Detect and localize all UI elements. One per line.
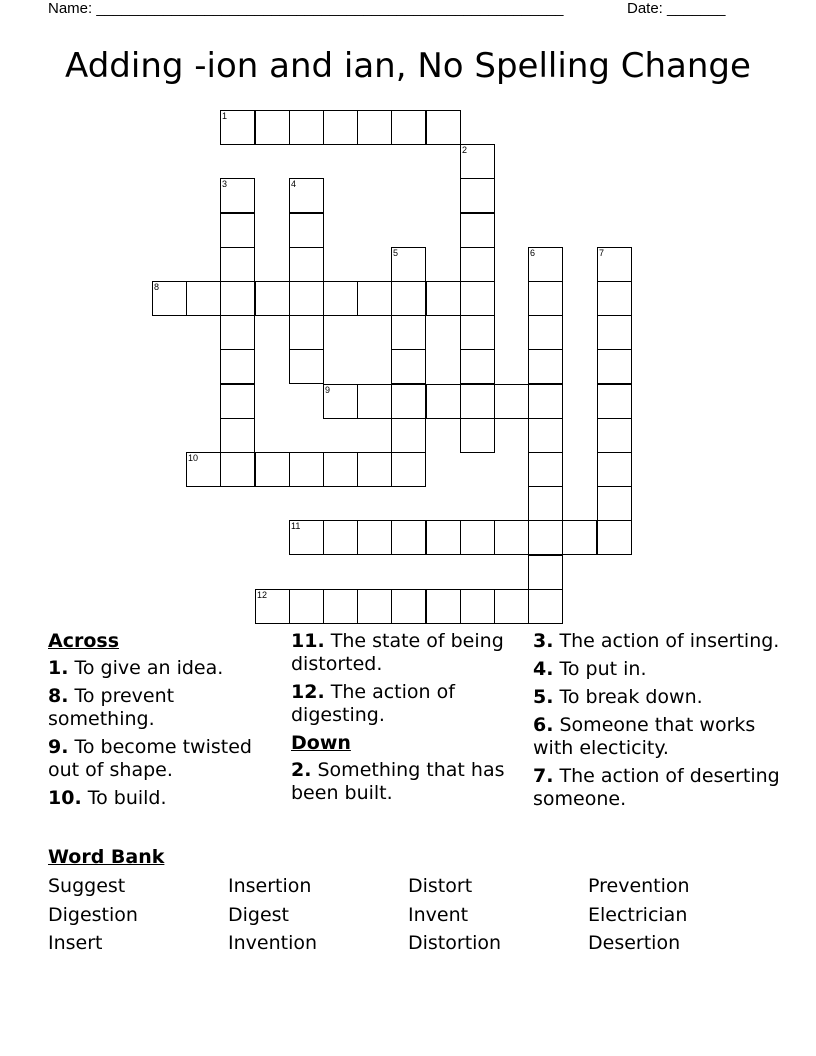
crossword-cell[interactable] (220, 178, 255, 213)
crossword-cell[interactable] (220, 384, 255, 419)
crossword-cell[interactable] (460, 247, 495, 282)
crossword-cell[interactable] (289, 281, 324, 316)
crossword-cell[interactable] (220, 315, 255, 350)
clue-text: To become twisted out of shape. (48, 736, 252, 781)
clue-number: 12. (291, 681, 325, 703)
name-field-label: Name: ________________________________________________________ (48, 0, 564, 17)
crossword-cell[interactable] (323, 110, 358, 145)
crossword-cell[interactable] (357, 589, 392, 624)
crossword-cell[interactable] (494, 520, 529, 555)
crossword-cell[interactable] (528, 247, 563, 282)
word-bank-title: Word Bank (48, 846, 165, 868)
crossword-cell[interactable] (597, 247, 632, 282)
crossword-cell[interactable] (460, 213, 495, 248)
down-heading: Down (291, 732, 351, 754)
clues-column-1 (48, 630, 278, 815)
crossword-cell[interactable] (597, 520, 632, 555)
word-bank-item: Distort (408, 875, 473, 897)
crossword-cell[interactable] (597, 349, 632, 384)
crossword-cell[interactable] (289, 520, 324, 555)
crossword-cell[interactable] (426, 281, 461, 316)
clue-text: The action of deserting someone. (533, 765, 780, 810)
word-bank-item: Prevention (588, 875, 690, 897)
word-bank-item: Electrician (588, 904, 688, 926)
down-clue-3 (533, 630, 793, 653)
clue-number-label: 9 (325, 385, 331, 395)
word-bank-item: Distortion (408, 932, 502, 954)
clue-number-label: 11 (291, 521, 301, 531)
crossword-cell[interactable] (460, 144, 495, 179)
crossword-cell[interactable] (460, 520, 495, 555)
crossword-cell[interactable] (323, 520, 358, 555)
down-clue-5 (533, 686, 793, 709)
crossword-cell[interactable] (528, 315, 563, 350)
clue-number: 9. (48, 736, 69, 758)
clue-text: Someone that works with electicity. (533, 714, 756, 759)
crossword-cell[interactable] (460, 349, 495, 384)
clue-number-label: 5 (393, 248, 399, 258)
crossword-cell[interactable] (323, 281, 358, 316)
clue-number: 10. (48, 787, 82, 809)
crossword-cell[interactable] (460, 315, 495, 350)
crossword-cell[interactable] (289, 452, 324, 487)
clue-number: 2. (291, 759, 312, 781)
crossword-cell[interactable] (289, 589, 324, 624)
crossword-cell[interactable] (255, 589, 290, 624)
clue-number: 8. (48, 685, 69, 707)
crossword-cell[interactable] (528, 384, 563, 419)
crossword-cell[interactable] (357, 110, 392, 145)
crossword-cell[interactable] (220, 349, 255, 384)
clue-number-label: 8 (154, 282, 160, 292)
clue-number: 7. (533, 765, 554, 787)
crossword-cell[interactable] (597, 418, 632, 453)
crossword-cell[interactable] (289, 213, 324, 248)
crossword-cell[interactable] (289, 247, 324, 282)
crossword-cell[interactable] (460, 178, 495, 213)
down-clue-2 (291, 759, 516, 805)
crossword-cell[interactable] (220, 110, 255, 145)
clue-text: To put in. (559, 658, 647, 680)
clue-text: To give an idea. (74, 657, 224, 679)
crossword-cell[interactable] (562, 520, 597, 555)
crossword-cell[interactable] (426, 384, 461, 419)
clue-number-label: 2 (462, 145, 468, 155)
clue-text: Something that has been built. (291, 759, 505, 804)
crossword-cell[interactable] (323, 589, 358, 624)
crossword-cell[interactable] (323, 384, 358, 419)
clues-column-2 (291, 630, 516, 810)
word-bank-item: Desertion (588, 932, 681, 954)
crossword-cell[interactable] (357, 520, 392, 555)
clue-number: 3. (533, 630, 554, 652)
word-bank-item: Insertion (228, 875, 312, 897)
crossword-cell[interactable] (289, 178, 324, 213)
crossword-cell[interactable] (186, 452, 221, 487)
clue-number-label: 3 (222, 179, 228, 189)
clue-text: To prevent something. (48, 685, 175, 730)
across-clue-9 (48, 736, 278, 782)
clue-number-label: 7 (599, 248, 605, 258)
clue-number: 5. (533, 686, 554, 708)
across-heading: Across (48, 630, 120, 652)
crossword-cell[interactable] (391, 349, 426, 384)
crossword-cell[interactable] (460, 384, 495, 419)
crossword-cell[interactable] (220, 213, 255, 248)
crossword-cell[interactable] (220, 281, 255, 316)
clue-text: To break down. (559, 686, 703, 708)
across-clue-10 (48, 787, 278, 810)
crossword-cell[interactable] (391, 384, 426, 419)
clue-number-label: 10 (188, 453, 199, 463)
page-title: Adding -ion and ian, No Spelling Change (65, 46, 751, 86)
crossword-cell[interactable] (494, 384, 529, 419)
crossword-cell[interactable] (528, 486, 563, 521)
crossword-cell[interactable] (597, 486, 632, 521)
clue-text: To build. (87, 787, 167, 809)
crossword-cell[interactable] (528, 589, 563, 624)
word-bank-item: Digest (228, 904, 290, 926)
crossword-cell[interactable] (597, 281, 632, 316)
clues-column-3 (533, 630, 793, 816)
crossword-cell[interactable] (391, 452, 426, 487)
crossword-cell[interactable] (357, 452, 392, 487)
crossword-cell[interactable] (323, 452, 358, 487)
crossword-cell[interactable] (426, 589, 461, 624)
crossword-cell[interactable] (255, 281, 290, 316)
word-bank-item: Insert (48, 932, 103, 954)
across-clue-12 (291, 681, 516, 727)
crossword-cell[interactable] (391, 281, 426, 316)
crossword-cell[interactable] (597, 384, 632, 419)
crossword-cell[interactable] (460, 281, 495, 316)
clue-text: The action of inserting. (559, 630, 780, 652)
date-field-label: Date: _______ (627, 0, 726, 17)
clue-number-label: 1 (222, 111, 228, 121)
clue-number: 4. (533, 658, 554, 680)
crossword-cell[interactable] (220, 247, 255, 282)
crossword-cell[interactable] (391, 589, 426, 624)
crossword-cell[interactable] (391, 418, 426, 453)
clue-text: The action of digesting. (291, 681, 455, 726)
crossword-cell[interactable] (426, 520, 461, 555)
crossword-cell[interactable] (391, 315, 426, 350)
crossword-cell[interactable] (528, 555, 563, 590)
crossword-cell[interactable] (597, 315, 632, 350)
crossword-cell[interactable] (528, 452, 563, 487)
across-clue-1 (48, 657, 278, 680)
crossword-cell[interactable] (528, 349, 563, 384)
crossword-cell[interactable] (528, 520, 563, 555)
word-bank-item: Invent (408, 904, 469, 926)
crossword-cell[interactable] (357, 384, 392, 419)
crossword-cell[interactable] (391, 520, 426, 555)
clue-number-label: 4 (291, 179, 297, 189)
clue-number: 11. (291, 630, 325, 652)
crossword-cell[interactable] (597, 452, 632, 487)
down-clue-4 (533, 658, 793, 681)
crossword-cell[interactable] (152, 281, 187, 316)
crossword-cell[interactable] (186, 281, 221, 316)
clue-number: 6. (533, 714, 554, 736)
crossword-cell[interactable] (255, 452, 290, 487)
clue-number: 1. (48, 657, 69, 679)
word-bank-item: Invention (228, 932, 318, 954)
word-bank-item: Suggest (48, 875, 126, 897)
across-clue-8 (48, 685, 278, 731)
crossword-cell[interactable] (289, 110, 324, 145)
crossword-cell[interactable] (391, 247, 426, 282)
across-clue-11 (291, 630, 516, 676)
crossword-cell[interactable] (460, 418, 495, 453)
clue-text: The state of being distorted. (291, 630, 504, 675)
word-bank-item: Digestion (48, 904, 138, 926)
crossword-cell[interactable] (220, 452, 255, 487)
crossword-cell[interactable] (460, 589, 495, 624)
clue-number-label: 12 (257, 590, 268, 600)
crossword-cell[interactable] (528, 418, 563, 453)
crossword-cell[interactable] (528, 281, 563, 316)
crossword-cell[interactable] (220, 418, 255, 453)
crossword-cell[interactable] (289, 315, 324, 350)
down-clue-6 (533, 714, 793, 760)
crossword-cell[interactable] (357, 281, 392, 316)
crossword-cell[interactable] (426, 110, 461, 145)
crossword-cell[interactable] (289, 349, 324, 384)
crossword-cell[interactable] (391, 110, 426, 145)
crossword-cell[interactable] (255, 110, 290, 145)
clue-number-label: 6 (530, 248, 536, 258)
down-clue-7 (533, 765, 793, 811)
crossword-cell[interactable] (494, 589, 529, 624)
